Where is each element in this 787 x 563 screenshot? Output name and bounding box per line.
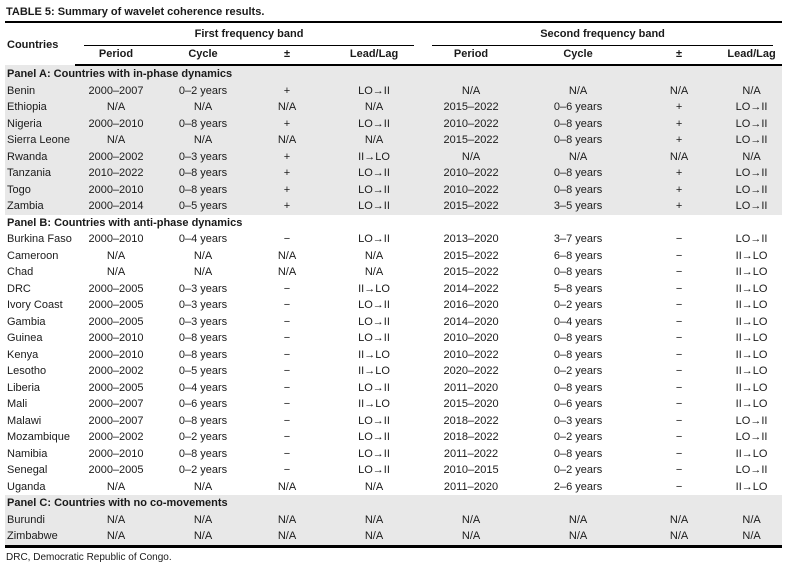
value-cell: 2010–2022 (423, 182, 519, 199)
value-cell: 0–8 years (178, 447, 228, 460)
value-cell: 2000–2007 (88, 398, 144, 410)
value-cell: 2015–2022 (423, 198, 519, 215)
value-cell: LO→II (358, 431, 390, 443)
value-cell: 2018–2022 (443, 431, 499, 443)
value-cell: N/A (75, 99, 157, 116)
value-cell: − (675, 266, 683, 278)
value-cell: LO→II (721, 132, 782, 149)
column-header-lead-lag-band2: Lead/Lag (721, 46, 782, 66)
panel-header-row (5, 215, 782, 232)
table-row (5, 281, 782, 298)
value-cell: N/A (637, 512, 721, 529)
value-cell: − (675, 431, 683, 443)
column-header-cycle-band2: Cycle (519, 46, 637, 66)
value-cell: 2000–2010 (88, 447, 144, 460)
value-cell: 0–8 years (553, 348, 603, 361)
value-cell: + (249, 149, 325, 166)
value-cell: 0–8 years (157, 165, 249, 182)
column-header-countries: Countries (7, 39, 59, 52)
value-cell: II→LO (735, 381, 768, 394)
value-cell: 0–8 years (519, 182, 637, 199)
value-cell: N/A (277, 480, 297, 493)
table-row (5, 116, 782, 133)
value-cell: LO→II (358, 381, 390, 394)
value-cell: + (249, 182, 325, 199)
value-cell: N/A (157, 512, 249, 529)
value-cell: − (283, 365, 291, 377)
value-cell: LO→II (735, 414, 768, 427)
value-cell: 2000–2010 (88, 332, 144, 344)
value-cell: 0–2 years (553, 464, 603, 476)
value-cell: − (675, 398, 683, 410)
value-cell: 2–6 years (553, 480, 603, 493)
country-cell: Malawi (7, 414, 42, 427)
group-header-row (5, 23, 782, 46)
country-cell: Burkina Faso (7, 233, 72, 245)
value-cell: 0–4 years (553, 315, 603, 328)
table-footnote: DRC, Democratic Republic of Congo. (6, 551, 172, 563)
table-row (5, 132, 782, 149)
value-cell: − (283, 282, 291, 295)
value-cell: 2010–2022 (423, 165, 519, 182)
value-cell: 0–5 years (157, 198, 249, 215)
value-cell: N/A (721, 528, 782, 546)
value-cell: 2010–2022 (423, 116, 519, 133)
table-row (5, 149, 782, 166)
value-cell: II→LO (735, 249, 768, 262)
column-header-sign-band2: ± (637, 46, 721, 66)
value-cell: N/A (637, 149, 721, 166)
value-cell: 0–8 years (553, 447, 603, 460)
value-cell: N/A (277, 249, 297, 262)
column-header-cycle-band1: Cycle (157, 46, 249, 66)
value-cell: LO→II (325, 116, 423, 133)
table-title: TABLE 5: Summary of wavelet coherence results. (5, 3, 782, 23)
value-cell: LO→II (358, 447, 390, 460)
value-cell: − (283, 332, 291, 344)
panel-header-label: Panel B: Countries with anti-phase dynamics (7, 216, 243, 229)
value-cell: 5–8 years (553, 282, 603, 295)
value-cell: N/A (249, 132, 325, 149)
value-cell: 0–4 years (178, 233, 228, 245)
value-cell: 0–8 years (553, 266, 603, 278)
value-cell: 2010–2020 (443, 332, 499, 344)
value-cell: 0–8 years (519, 116, 637, 133)
value-cell: N/A (519, 149, 637, 166)
value-cell: II→LO (735, 480, 768, 493)
country-cell: Uganda (7, 480, 46, 493)
value-cell: LO→II (325, 165, 423, 182)
value-cell: − (283, 348, 291, 361)
value-cell: − (675, 299, 683, 311)
value-cell: − (283, 299, 291, 311)
value-cell: II→LO (735, 332, 768, 344)
value-cell: − (283, 315, 291, 328)
value-cell: 0–6 years (519, 99, 637, 116)
value-cell: N/A (277, 266, 297, 278)
value-cell: 2000–2007 (88, 414, 144, 427)
table-row (5, 248, 782, 265)
value-cell: LO→II (721, 182, 782, 199)
value-cell: N/A (249, 99, 325, 116)
value-cell: II→LO (358, 398, 390, 410)
value-cell: 2000–2010 (75, 116, 157, 133)
value-cell: II→LO (735, 447, 768, 460)
country-cell: Mozambique (7, 431, 70, 443)
value-cell: N/A (364, 249, 384, 262)
value-cell: + (637, 99, 721, 116)
value-cell: N/A (193, 480, 213, 493)
value-cell: N/A (423, 149, 519, 166)
value-cell: 0–8 years (519, 165, 637, 182)
value-cell: + (249, 198, 325, 215)
country-cell: Burundi (5, 512, 75, 529)
value-cell: − (675, 414, 683, 427)
value-cell: N/A (423, 528, 519, 546)
value-cell: 2000–2005 (88, 464, 144, 476)
value-cell: II→LO (735, 348, 768, 361)
country-cell: Sierra Leone (5, 132, 75, 149)
value-cell: N/A (325, 512, 423, 529)
value-cell: N/A (249, 528, 325, 546)
value-cell: LO→II (358, 414, 390, 427)
table-row (5, 363, 782, 380)
value-cell: − (675, 282, 683, 295)
value-cell: II→LO (325, 149, 423, 166)
value-cell: + (637, 116, 721, 133)
value-cell: LO→II (721, 116, 782, 133)
value-cell: 0–3 years (553, 414, 603, 427)
value-cell: 2000–2007 (75, 83, 157, 100)
value-cell: 2000–2002 (75, 149, 157, 166)
value-cell: 2011–2022 (443, 447, 499, 460)
column-header-sign-band1: ± (249, 46, 325, 66)
value-cell: N/A (721, 512, 782, 529)
value-cell: − (283, 414, 291, 427)
wavelet-coherence-table (5, 23, 782, 548)
value-cell: LO→II (735, 431, 768, 443)
value-cell: N/A (193, 266, 213, 278)
value-cell: N/A (364, 266, 384, 278)
value-cell: 2000–2014 (75, 198, 157, 215)
value-cell: − (283, 447, 291, 460)
table-row (5, 380, 782, 397)
value-cell: 0–2 years (553, 431, 603, 443)
value-cell: 0–2 years (178, 431, 228, 443)
table-row (5, 462, 782, 479)
value-cell: 0–2 years (553, 299, 603, 311)
table-row (5, 314, 782, 331)
value-cell: 2010–2022 (75, 165, 157, 182)
country-cell: Rwanda (5, 149, 75, 166)
value-cell: LO→II (721, 198, 782, 215)
value-cell: N/A (637, 83, 721, 100)
value-cell: − (675, 480, 683, 493)
value-cell: N/A (106, 480, 126, 493)
value-cell: 0–8 years (178, 414, 228, 427)
value-cell: N/A (325, 99, 423, 116)
table-row (5, 264, 782, 281)
value-cell: N/A (519, 528, 637, 546)
value-cell: II→LO (358, 348, 390, 361)
value-cell: LO→II (325, 198, 423, 215)
value-cell: 0–4 years (178, 381, 228, 394)
value-cell: II→LO (735, 299, 768, 311)
country-cell: Mali (7, 398, 28, 410)
table-row (5, 396, 782, 413)
value-cell: − (675, 348, 683, 361)
value-cell: − (675, 332, 683, 344)
country-cell: Zimbabwe (5, 528, 75, 546)
value-cell: LO→II (735, 233, 768, 245)
value-cell: N/A (519, 512, 637, 529)
country-cell: Kenya (7, 348, 39, 361)
value-cell: N/A (249, 512, 325, 529)
value-cell: 0–5 years (178, 365, 228, 377)
table-row (5, 198, 782, 215)
table-row (5, 446, 782, 463)
value-cell: 2000–2010 (75, 182, 157, 199)
value-cell: − (283, 431, 291, 443)
value-cell: − (283, 381, 291, 394)
value-cell: − (675, 249, 683, 262)
value-cell: N/A (157, 99, 249, 116)
value-cell: + (249, 83, 325, 100)
value-cell: 2000–2005 (88, 282, 144, 295)
country-cell: Guinea (7, 332, 43, 344)
column-header-lead-lag-band1: Lead/Lag (325, 46, 423, 66)
value-cell: + (637, 132, 721, 149)
value-cell: N/A (157, 528, 249, 546)
value-cell: 0–6 years (178, 398, 228, 410)
value-cell: 3–5 years (519, 198, 637, 215)
second-band-label: Second frequency band (432, 26, 773, 46)
table-row (5, 330, 782, 347)
value-cell: 2011–2020 (443, 381, 499, 394)
value-cell: N/A (423, 83, 519, 100)
value-cell: − (283, 464, 291, 476)
value-cell: LO→II (358, 233, 390, 245)
value-cell: 2010–2015 (443, 464, 499, 476)
value-cell: II→LO (358, 282, 390, 295)
panel-header-label: Panel C: Countries with no co-movements (5, 495, 782, 512)
country-cell: Benin (5, 83, 75, 100)
value-cell: II→LO (735, 282, 768, 295)
panel-header-row (5, 65, 782, 83)
value-cell: 2020–2022 (443, 365, 499, 377)
value-cell: N/A (364, 480, 384, 493)
country-cell: Gambia (7, 315, 46, 328)
table-row (5, 182, 782, 199)
value-cell: N/A (75, 528, 157, 546)
value-cell: 0–3 years (178, 299, 228, 311)
country-cell: Liberia (7, 381, 41, 394)
country-cell: Senegal (7, 464, 48, 476)
value-cell: 2015–2022 (423, 99, 519, 116)
value-cell: N/A (106, 249, 126, 262)
value-cell: LO→II (358, 464, 390, 476)
panel-header-row (5, 495, 782, 512)
country-cell: Chad (7, 266, 34, 278)
value-cell: + (637, 182, 721, 199)
value-cell: 2015–2022 (443, 249, 499, 262)
value-cell: − (283, 233, 291, 245)
value-cell: N/A (519, 83, 637, 100)
subheader-row (5, 46, 782, 66)
column-group-second-band (423, 23, 782, 46)
value-cell: N/A (423, 512, 519, 529)
value-cell: 0–8 years (157, 182, 249, 199)
value-cell: 0–2 years (157, 83, 249, 100)
country-cell: DRC (7, 282, 31, 295)
value-cell: II→LO (358, 365, 390, 377)
country-cell: Ethiopia (5, 99, 75, 116)
table-row (5, 83, 782, 100)
value-cell: 2000–2002 (88, 431, 144, 443)
value-cell: 6–8 years (553, 249, 603, 262)
value-cell: − (675, 233, 683, 245)
value-cell: 2014–2020 (443, 315, 499, 328)
value-cell: LO→II (735, 464, 768, 476)
value-cell: N/A (75, 132, 157, 149)
value-cell: N/A (325, 528, 423, 546)
table-row (5, 429, 782, 446)
value-cell: 0–8 years (553, 381, 603, 394)
first-band-label: First frequency band (84, 26, 414, 46)
value-cell: 2000–2002 (88, 365, 144, 377)
column-header-period-band1: Period (75, 46, 157, 66)
table-row (5, 347, 782, 364)
table-row (5, 528, 782, 546)
country-cell: Lesotho (7, 365, 47, 377)
value-cell: N/A (325, 132, 423, 149)
value-cell: LO→II (325, 182, 423, 199)
value-cell: 2000–2005 (88, 381, 144, 394)
country-cell: Zambia (5, 198, 75, 215)
country-cell: Togo (5, 182, 75, 199)
value-cell: 2000–2005 (88, 315, 144, 328)
value-cell: 2000–2005 (88, 299, 144, 311)
table-row (5, 479, 782, 496)
value-cell: N/A (106, 266, 126, 278)
table-row (5, 512, 782, 529)
value-cell: 0–8 years (157, 116, 249, 133)
value-cell: LO→II (358, 315, 390, 328)
country-cell: Tanzania (5, 165, 75, 182)
value-cell: − (283, 398, 291, 410)
value-cell: 0–3 years (157, 149, 249, 166)
value-cell: LO→II (358, 299, 390, 311)
country-cell: Cameroon (7, 249, 59, 262)
value-cell: LO→II (358, 332, 390, 344)
table-row (5, 413, 782, 430)
value-cell: 0–8 years (519, 132, 637, 149)
value-cell: 0–8 years (553, 332, 603, 344)
value-cell: LO→II (721, 99, 782, 116)
table-row (5, 165, 782, 182)
value-cell: II→LO (735, 398, 768, 410)
value-cell: 0–8 years (178, 348, 228, 361)
value-cell: + (249, 165, 325, 182)
value-cell: − (675, 365, 683, 377)
value-cell: 2011–2020 (443, 480, 499, 493)
value-cell: 0–2 years (553, 365, 603, 377)
value-cell: 3–7 years (553, 233, 603, 245)
value-cell: 2013–2020 (443, 233, 499, 245)
value-cell: + (637, 198, 721, 215)
value-cell: II→LO (735, 365, 768, 377)
country-cell: Ivory Coast (7, 299, 63, 311)
value-cell: 0–2 years (178, 464, 228, 476)
value-cell: 2010–2022 (443, 348, 499, 361)
value-cell: LO→II (721, 165, 782, 182)
value-cell: 2000–2010 (88, 348, 144, 361)
value-cell: 0–8 years (178, 332, 228, 344)
country-cell: Nigeria (5, 116, 75, 133)
value-cell: II→LO (735, 266, 768, 278)
value-cell: 2016–2020 (443, 299, 499, 311)
value-cell: LO→II (325, 83, 423, 100)
value-cell: 2014–2022 (443, 282, 499, 295)
value-cell: N/A (721, 83, 782, 100)
value-cell: 2015–2022 (423, 132, 519, 149)
value-cell: N/A (157, 132, 249, 149)
value-cell: N/A (721, 149, 782, 166)
value-cell: N/A (193, 249, 213, 262)
column-header-period-band2: Period (423, 46, 519, 66)
table-row (5, 231, 782, 248)
value-cell: 2000–2010 (88, 233, 144, 245)
table-row (5, 297, 782, 314)
value-cell: − (675, 381, 683, 394)
country-cell: Namibia (7, 447, 48, 460)
value-cell: 0–3 years (178, 282, 228, 295)
value-cell: 2018–2022 (443, 414, 499, 427)
column-group-first-band (75, 23, 423, 46)
value-cell: 2015–2022 (443, 266, 499, 278)
value-cell: 0–6 years (553, 398, 603, 410)
value-cell: N/A (637, 528, 721, 546)
value-cell: − (675, 464, 683, 476)
value-cell: N/A (75, 512, 157, 529)
value-cell: II→LO (735, 315, 768, 328)
panel-header-label: Panel A: Countries with in-phase dynamics (5, 65, 782, 83)
value-cell: − (675, 447, 683, 460)
value-cell: + (249, 116, 325, 133)
value-cell: + (637, 165, 721, 182)
table-row (5, 99, 782, 116)
value-cell: 2015–2020 (443, 398, 499, 410)
value-cell: − (675, 315, 683, 328)
value-cell: 0–3 years (178, 315, 228, 328)
